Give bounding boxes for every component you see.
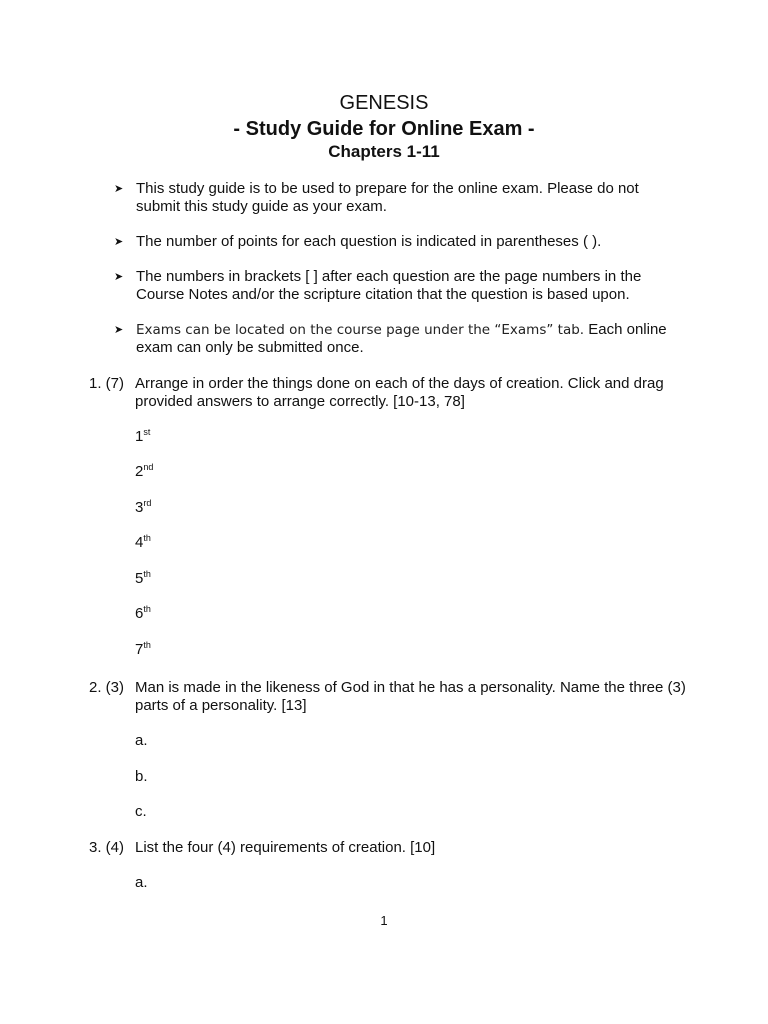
question-number: 3. (4): [89, 839, 125, 856]
submission-note-text: Each online exam can only be submitted once.: [136, 321, 667, 356]
answer-slot: 3rd: [135, 498, 152, 516]
answer-slot: 2nd: [135, 462, 154, 480]
instruction-item: [114, 180, 684, 216]
instruction-text: The numbers in brackets [ ] after each question are the page numbers in the Course Notes and/or the scripture citation that the question is based upon.: [136, 268, 642, 303]
answer-slot: a.: [135, 874, 148, 891]
exams-location-text: Exams can be located on the course page under the “Exams” tab.: [136, 322, 585, 338]
question-number: 2. (3): [89, 679, 125, 696]
question-1: [89, 375, 689, 411]
document-subtitle: - Study Guide for Online Exam -: [233, 118, 535, 140]
instruction-text: The number of points for each question is indicated in parentheses ( ).: [136, 233, 602, 250]
instruction-item: [114, 268, 684, 304]
answer-slot: 7th: [135, 640, 151, 658]
instruction-item: [114, 233, 684, 251]
question-text: Arrange in order the things done on each of the days of creation. Click and drag provided answers to arrange correctly. [10-13, 78]: [135, 375, 664, 410]
answer-slot: 6th: [135, 604, 151, 622]
question-number: 1. (7): [89, 375, 125, 392]
instruction-text: [136, 321, 684, 357]
question-text: List the four (4) requirements of creation. [10]: [135, 839, 436, 856]
question-2: [89, 679, 689, 715]
arrow-bullet-icon: ➤: [114, 271, 124, 283]
instruction-item: [114, 321, 684, 357]
instruction-text: This study guide is to be used to prepare for the online exam. Please do not submit this study guide as your exam.: [136, 180, 639, 215]
answer-slot: c.: [135, 803, 147, 820]
chapters-heading: Chapters 1-11: [328, 142, 440, 161]
answer-slot: 1st: [135, 427, 151, 445]
page-number: 1: [380, 913, 388, 928]
answer-slot: 5th: [135, 569, 151, 587]
answer-slot: 4th: [135, 533, 151, 551]
question-text: Man is made in the likeness of God in that he has a personality. Name the three (3) parts of a personality. [13]: [135, 679, 686, 714]
answer-slot: a.: [135, 732, 148, 749]
arrow-bullet-icon: ➤: [114, 236, 124, 248]
arrow-bullet-icon: ➤: [114, 324, 124, 336]
question-3: [89, 839, 689, 857]
arrow-bullet-icon: ➤: [114, 183, 124, 195]
instructions-list: [114, 180, 684, 374]
document-title: GENESIS: [339, 92, 429, 114]
answer-slot: b.: [135, 768, 148, 785]
